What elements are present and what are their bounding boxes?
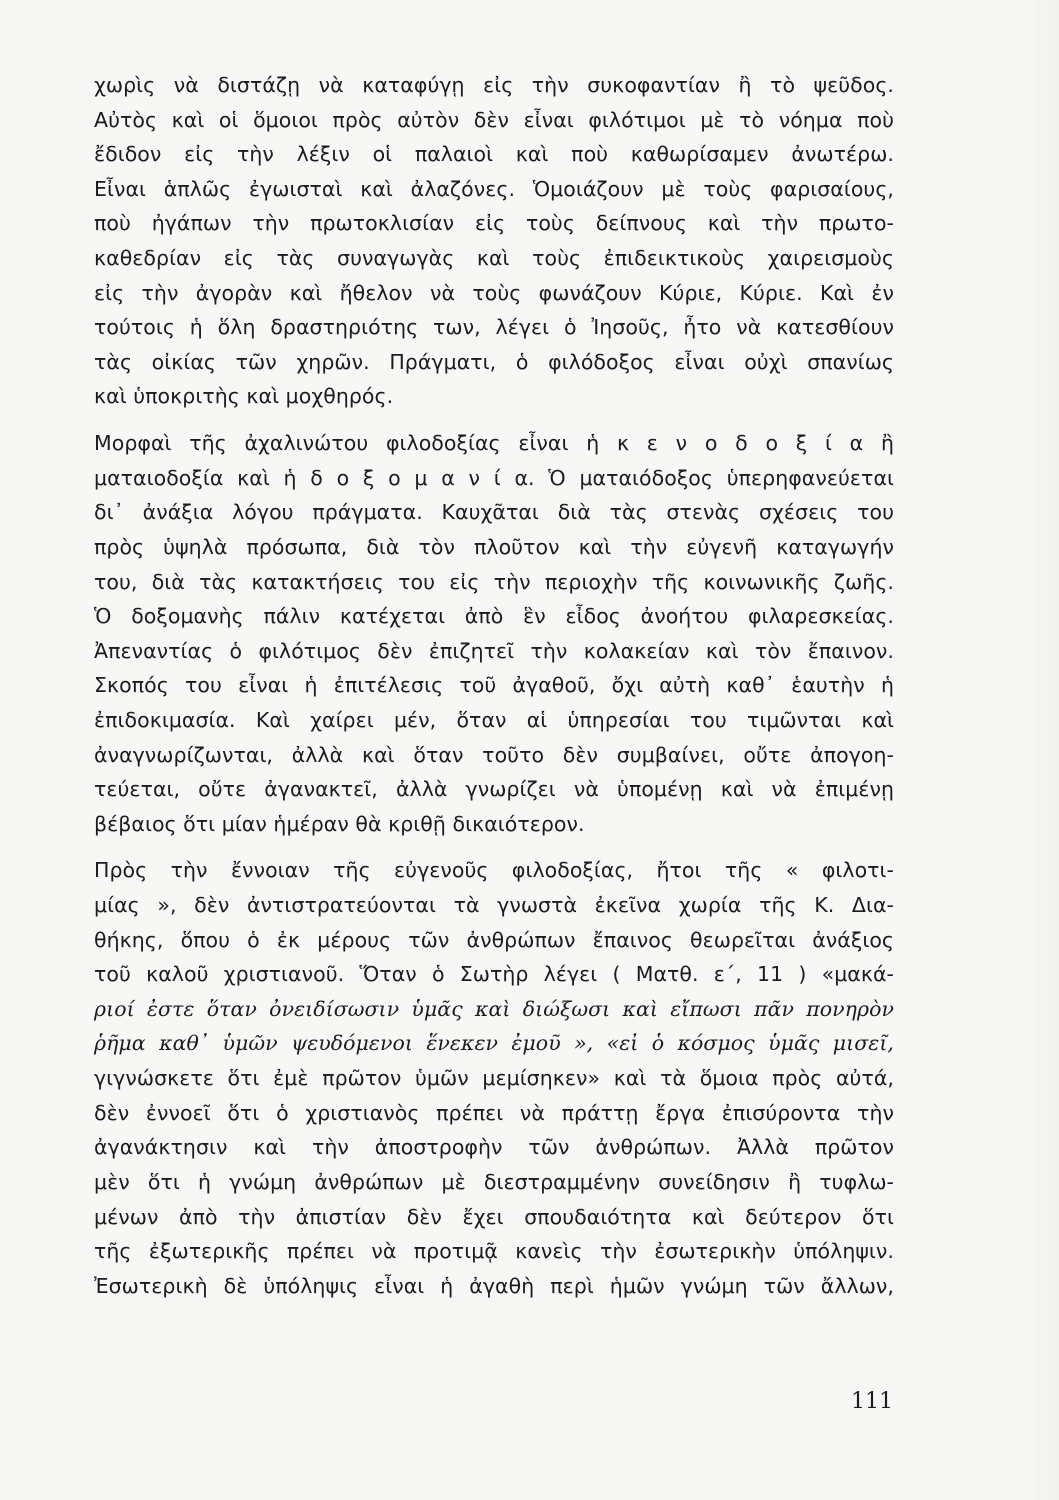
text-line: ματαιοδοξία καὶ ἡ δ ο ξ ο μ α ν ί α. Ὁ ματαιόδοξος ὑπερηφανεύεται — [94, 465, 894, 490]
text-line: βέβαιος ὅτι μίαν ἡμέραν θὰ κριθῇ δικαιότερον. — [94, 811, 585, 836]
text-line: ποὺ ἠγάπων τὴν πρωτοκλισίαν εἰς τοὺς δείπνους καὶ τὴν πρωτο- — [94, 211, 894, 236]
text-line: ἐπιδοκιμασία. Καὶ χαίρει μέν, ὅταν αἱ ὑπηρεσίαι του τιμῶνται καὶ — [94, 707, 894, 732]
text-line: μένων ἀπὸ τὴν ἀπιστίαν δὲν ἔχει σπουδαιότητα καὶ δεύτερον ὅτι — [94, 1204, 894, 1229]
text-line: καὶ ὑποκριτὴς καὶ μοχθηρός. — [94, 384, 394, 409]
paragraph-gap — [94, 841, 894, 853]
text-line: θήκης, ὅπου ὁ ἐκ μέρους τῶν ἀνθρώπων ἔπαινος θεωρεῖται ἀνάξιος — [94, 927, 894, 952]
text-line: Πρὸς τὴν ἔννοιαν τῆς εὐγενοῦς φιλοδοξίας, ἤτοι τῆς « φιλοτι- — [94, 858, 894, 883]
text-line: τούτοις ἡ ὅλη δραστηριότης των, λέγει ὁ Ἰησοῦς, ἦτο νὰ κατεσθίουν — [94, 315, 894, 340]
text-line: γιγνώσκετε ὅτι ἐμὲ πρῶτον ὑμῶν μεμίσηκεν» καὶ τὰ ὅμοια πρὸς αὐτά, — [94, 1066, 894, 1091]
text-line: Εἶναι ἁπλῶς ἐγωισταὶ καὶ ἀλαζόνες. Ὁμοιάζουν μὲ τοὺς φαρισαίους, — [94, 176, 894, 201]
text-line: χωρὶς νὰ διστάζῃ νὰ καταφύγῃ εἰς τὴν συκοφαντίαν ἢ τὸ ψεῦδος. — [94, 73, 894, 97]
text-line: τὰς οἰκίας τῶν χηρῶν. Πράγματι, ὁ φιλόδοξος εἶναι οὐχὶ σπανίως — [94, 349, 894, 374]
page-text — [94, 68, 894, 1303]
paragraph-2 — [94, 426, 894, 841]
text-line: εἰς τὴν ἀγορὰν καὶ ἤθελον νὰ τοὺς φωνάζουν Κύριε, Κύριε. Καὶ ἐν — [94, 280, 894, 305]
text-line: ἀγανάκτησιν καὶ τὴν ἀποστροφὴν τῶν ἀνθρώπων. Ἀλλὰ πρῶτον — [94, 1135, 894, 1160]
text-line: δὲν ἐννοεῖ ὅτι ὁ χριστιανὸς πρέπει νὰ πράττῃ ἔργα ἐπισύροντα τὴν — [94, 1100, 894, 1125]
text-line: ἔδιδον εἰς τὴν λέξιν οἱ παλαιοὶ καὶ ποὺ καθωρίσαμεν ἀνωτέρω. — [94, 142, 894, 167]
paragraph-3 — [94, 853, 894, 1303]
text-line: τῆς ἐξωτερικῆς πρέπει νὰ προτιμᾷ κανεὶς τὴν ἐσωτερικὴν ὑπόληψιν. — [94, 1239, 894, 1264]
text-line: ἀναγνωρίζωνται, ἀλλὰ καὶ ὅταν τοῦτο δὲν συμβαίνει, οὔτε ἀπογοη- — [94, 742, 894, 767]
text-line: καθεδρίαν εἰς τὰς συναγωγὰς καὶ τοὺς ἐπιδεικτικοὺς χαιρεισμοὺς — [94, 246, 894, 271]
text-line: Ἐσωτερικὴ δὲ ὑπόληψις εἶναι ἡ ἀγαθὴ περὶ ἡμῶν γνώμη τῶν ἄλλων, — [94, 1273, 894, 1298]
text-line: πρὸς ὑψηλὰ πρόσωπα, διὰ τὸν πλοῦτον καὶ τὴν εὐγενῆ καταγωγήν — [94, 534, 894, 559]
text-line: τεύεται, οὔτε ἀγανακτεῖ, ἀλλὰ γνωρίζει νὰ ὑπομένῃ καὶ νὰ ἐπιμένῃ — [94, 777, 894, 802]
paragraph-1 — [94, 68, 894, 414]
text-line: ριοί ἐστε ὅταν ὀνειδίσωσιν ὑμᾶς καὶ διώξωσι καὶ εἴπωσι πᾶν πονηρὸν — [94, 996, 894, 1021]
text-line: τοῦ καλοῦ χριστιανοῦ. Ὅταν ὁ Σωτὴρ λέγει ( Ματθ. ε΄, 11 ) «μακά- — [94, 962, 894, 987]
text-line: Μορφαὶ τῆς ἀχαλινώτου φιλοδοξίας εἶναι ἡ κ ε ν ο δ ο ξ ί α ἢ — [94, 431, 894, 456]
text-line: ῥῆμα καθ᾿ ὑμῶν ψευδόμενοι ἕνεκεν ἐμοῦ », «εἰ ὁ κόσμος ὑμᾶς μισεῖ, — [94, 1031, 894, 1056]
paragraph-gap — [94, 414, 894, 426]
text-line: μὲν ὅτι ἡ γνώμη ἀνθρώπων μὲ διεστραμμένην συνείδησιν ἢ τυφλω- — [94, 1169, 894, 1194]
text-line: Ὁ δοξομανὴς πάλιν κατέχεται ἀπὸ ἓν εἶδος ἀνοήτου φιλαρεσκείας. — [94, 604, 894, 629]
page-edge-shadow — [1025, 0, 1059, 1500]
text-line: Αὐτὸς καὶ οἱ ὅμοιοι πρὸς αὐτὸν δὲν εἶναι φιλότιμοι μὲ τὸ νόημα ποὺ — [94, 107, 894, 132]
text-line: δι᾿ ἀνάξια λόγου πράγματα. Καυχᾶται διὰ τὰς στενὰς σχέσεις του — [94, 500, 894, 525]
page-number: 111 — [851, 1389, 893, 1414]
text-line: Ἀπεναντίας ὁ φιλότιμος δὲν ἐπιζητεῖ τὴν κολακείαν καὶ τὸν ἔπαινον. — [94, 638, 894, 663]
text-line: μίας », δὲν ἀντιστρατεύονται τὰ γνωστὰ ἐκεῖνα χωρία τῆς Κ. Δια- — [94, 893, 894, 918]
text-line: Σκοπός του εἶναι ἡ ἐπιτέλεσις τοῦ ἀγαθοῦ, ὄχι αὐτὴ καθ᾿ ἑαυτὴν ἡ — [94, 673, 894, 698]
text-line: του, διὰ τὰς κατακτήσεις του εἰς τὴν περιοχὴν τῆς κοινωνικῆς ζωῆς. — [94, 569, 894, 594]
